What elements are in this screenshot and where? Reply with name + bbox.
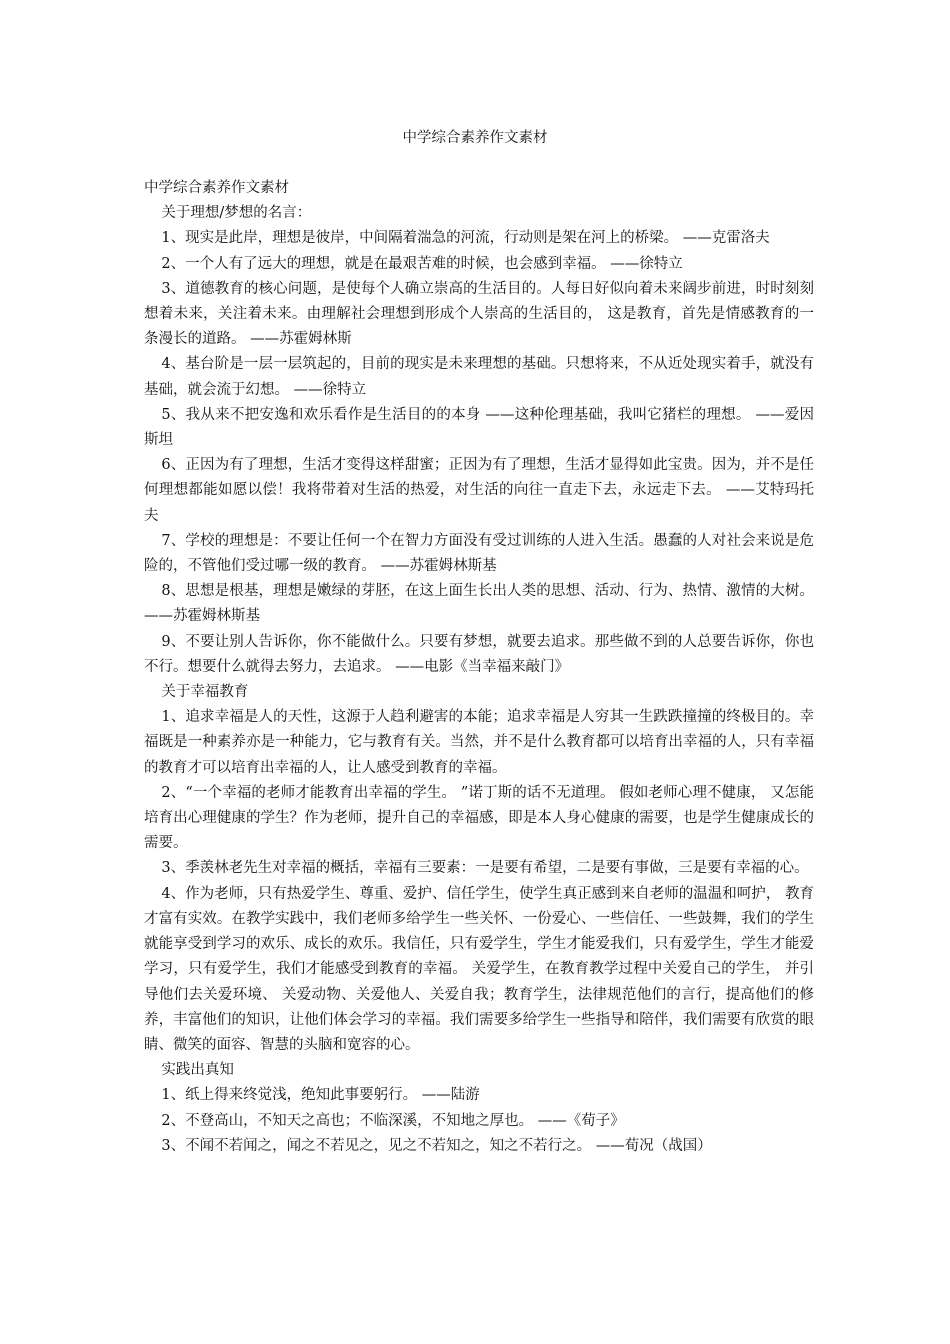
document-body [144, 176, 814, 1159]
quote-item: 5、我从来不把安逸和欢乐看作是生活目的的本身 ——这种伦理基础，我叫它猪栏的理想。 ——爱因斯坦 [144, 406, 814, 449]
paragraph-item: 2、“一个幸福的老师才能教育出幸福的学生。 ”诺丁斯的话不无道理。 假如老师心理不健康， 又怎能培育出心理健康的学生？作为老师，提升自己的幸福感，即是本人身心健康的需要，也是学生健康成长的需要。 [144, 784, 814, 852]
document-subtitle: 中学综合素养作文素材 [144, 180, 289, 196]
quote-item: 1、纸上得来终觉浅，绝知此事要躬行。 ——陆游 [161, 1087, 480, 1104]
quote-item: 3、道德教育的核心问题，是使每个人确立崇高的生活目的。人每日好似向着未来阔步前进，时时刻刻想着未来，关注着未来。由理解社会理想到形成个人崇高的生活目的， 这是教育，首先是情感教育的一条漫长的道路。 ——苏霍姆林斯 [144, 280, 814, 348]
section-heading-practice: 实践出真知 [161, 1062, 234, 1079]
document-title: 中学综合素养作文素材 [402, 130, 548, 146]
quote-item: 3、不闻不若闻之，闻之不若见之，见之不若知之，知之不若行之。 ——荀况（战国） [161, 1137, 712, 1154]
section-heading-ideals: 关于理想/梦想的名言： [161, 205, 312, 222]
quote-item: 8、思想是根基，理想是嫩绿的芽胚，在这上面生长出人类的思想、活动、行为、热情、激情的大树。 ——苏霍姆林斯基 [144, 583, 814, 625]
quote-item: 6、正因为有了理想，生活才变得这样甜蜜；正因为有了理想，生活才显得如此宝贵。因为，并不是任何理想都能如愿以偿！我将带着对生活的热爱，对生活的向往一直走下去，永远走下去。 ——艾特玛托夫 [144, 457, 814, 524]
quote-item: 2、一个人有了远大的理想，就是在最艰苦难的时候，也会感到幸福。 ——徐特立 [161, 255, 683, 272]
section-heading-happiness: 关于幸福教育 [161, 684, 249, 701]
paragraph-item: 3、季羡林老先生对幸福的概括，幸福有三要素：一是要有希望，二是要有事做，三是要有幸福的心。 [161, 860, 809, 877]
quote-item: 9、不要让别人告诉你，你不能做什么。只要有梦想，就要去追求。那些做不到的人总要告诉你，你也不行。想要什么就得去努力，去追求。 ——电影《当幸福来敲门》 [144, 633, 814, 675]
quote-item: 7、学校的理想是：不要让任何一个在智力方面没有受过训练的人进入生活。愚蠢的人对社会来说是危险的，不管他们受过哪一级的教育。 ——苏霍姆林斯基 [144, 532, 814, 575]
paragraph-item: 4、作为老师，只有热爱学生、尊重、爱护、信任学生，使学生真正感到来自老师的温温和呵护， 教育才富有实效。在教学实践中，我们老师多给学生一些关怀、一份爱心、一些信任、一些鼓舞，我们的学生就能享受到学习的欢乐、成长的欢乐。我信任，只有爱学生，学生才能爱我们，只有爱学生，学生才能爱学习，只有爱学生，我们才能感受到教育的幸福。 关爱学生，在教育教学过程中关爱自己的学生， 并引导他们去关爱环境、 关爱动物、关爱他人、关爱自我；教育学生，法律规范他们的言行，提高他们的修养，丰富他们的知识，让他们体会学习的幸福。我们需要多给学生一些指导和陪伴，我们需要有欣赏的眼睛、微笑的面容、智慧的头脑和宽容的心。 [144, 885, 814, 1053]
paragraph-item: 1、追求幸福是人的天性，这源于人趋利避害的本能；追求幸福是人穷其一生跌跌撞撞的终极目的。幸福既是一种素养亦是一种能力，它与教育有关。当然，并不是什么教育都可以培育出幸福的人，只有幸福的教育才可以培育出幸福的人，让人感受到教育的幸福。 [144, 709, 814, 776]
quote-item: 2、不登高山，不知天之高也；不临深溪，不知地之厚也。 ——《荀子》 [161, 1112, 625, 1129]
quote-item: 4、基台阶是一层一层筑起的，目前的现实是未来理想的基础。只想将来，不从近处现实着手，就没有基础，就会流于幻想。 ——徐特立 [144, 356, 814, 398]
quote-item: 1、现实是此岸，理想是彼岸，中间隔着湍急的河流，行动则是架在河上的桥梁。 ——克雷洛夫 [161, 230, 770, 247]
